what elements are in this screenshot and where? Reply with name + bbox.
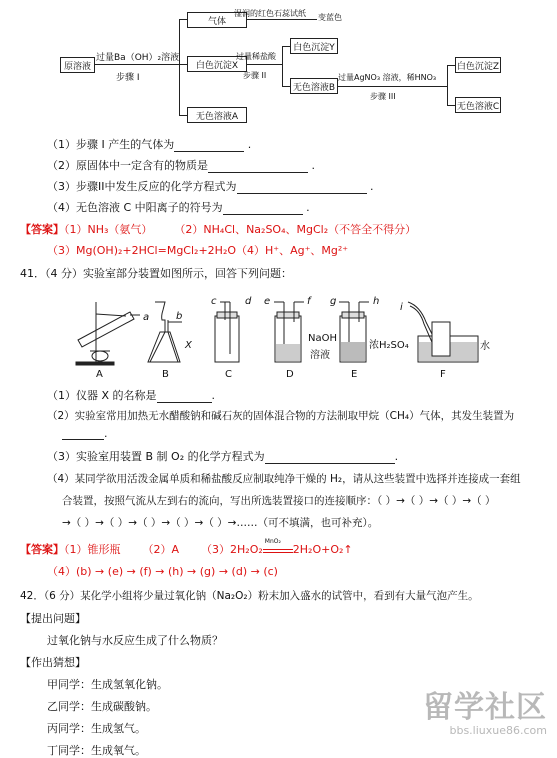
label-d: D	[286, 369, 294, 380]
port-c: c	[211, 296, 217, 307]
original-solution-box: 原溶液	[60, 57, 95, 73]
apparatus-e	[339, 302, 369, 362]
label-a: A	[96, 369, 103, 380]
label-f: F	[440, 369, 446, 380]
watermark-url: bbs.liuxue86.com	[449, 724, 547, 737]
solution-c-box: 无色溶液C	[455, 97, 501, 113]
port-f: f	[307, 296, 311, 307]
apparatus-d	[274, 302, 304, 362]
label-b: B	[162, 369, 169, 380]
q40-question-1: （1）步骤 I 产生的气体为 .	[47, 138, 252, 151]
naoh-label: NaOH	[308, 333, 337, 344]
q40-answer-line-2: （3）Mg(OH)₂+2HCl=MgCl₂+2H₂O（4）H⁺、Ag⁺、Mg²⁺	[47, 244, 349, 257]
watermark	[423, 692, 547, 737]
step2-reagent: 过量稀盐酸	[236, 52, 276, 61]
precipitate-y-box: 白色沉淀Y	[290, 38, 338, 54]
q41-title: 41．（4 分）实验室部分装置如图所示，回答下列问题：	[20, 267, 292, 280]
solution-a-box: 无色溶液A	[187, 107, 247, 123]
q41-question-4-line-2: 合装置，按照气流从左到右的流向，写出所选装置接口的连接顺序：（ ）→（ ）→（ ）→（ ）	[62, 495, 496, 507]
q40-answer-line-1: 【答案】（1）NH₃（氨气） （2）NH₄Cl、Na₂SO₄、MgCl₂（不答全不得分）	[20, 223, 417, 236]
q42-hypothesis-heading: 【作出猜想】	[20, 656, 86, 669]
port-g: g	[330, 296, 337, 307]
q41-question-1: （1）仪器 X 的名称是 .	[47, 389, 216, 402]
port-b: b	[176, 311, 183, 322]
lab-apparatus-figure	[70, 292, 490, 380]
h2so4-label: 浓H₂SO₄	[369, 340, 409, 351]
catalyst-arrow: MnO₂	[263, 544, 293, 556]
gas-test: 湿润的红色石蕊试纸	[234, 9, 306, 18]
q41-question-2: （2）实验室常用加热无水醋酸钠和碱石灰的固体混合物的方法制取甲烷（CH₄）气体，其发生装置为	[47, 410, 515, 422]
q42-guess-4: 丁同学：生成氧气。	[47, 744, 146, 757]
step1-label: 步骤 I	[116, 73, 140, 83]
port-i: i	[400, 302, 403, 313]
gas-result: 变蓝色	[318, 13, 342, 22]
q42-question: 过氧化钠与水反应生成了什么物质？	[47, 634, 223, 647]
q42-title: 42．（6 分）某化学小组将少量过氧化钠（Na₂O₂）粉末加入盛水的试管中，看到有大量气泡产生。	[20, 590, 479, 602]
label-e: E	[351, 369, 358, 380]
apparatus-a	[76, 302, 140, 365]
apparatus-c	[215, 302, 239, 362]
label-c: C	[225, 369, 232, 380]
port-a: a	[143, 312, 150, 323]
watermark-logo: 留学社区	[423, 690, 547, 725]
q41-question-4-line-3: →（ ）→（ ）→（ ）→（ ）→（ ）→……（可不填满，也可补充）。	[62, 517, 379, 529]
naoh-solution-label: 溶液	[310, 350, 330, 361]
solution-b-box: 无色溶液B	[290, 78, 338, 94]
step3-label: 步骤 III	[370, 92, 396, 101]
q42-raise-question-heading: 【提出问题】	[20, 612, 86, 625]
q40-question-2: （2）原固体中一定含有的物质是 .	[47, 159, 315, 172]
q41-question-3: （3）实验室用装置 B 制 O₂ 的化学方程式为 .	[47, 450, 399, 463]
step3-reagent: 过量AgNO₃ 溶液，稀HNO₃	[338, 73, 437, 82]
q41-question-2-blank: .	[62, 427, 108, 440]
step2-label: 步骤 II	[243, 71, 267, 80]
flask-x-label: X	[185, 340, 192, 351]
gas-box: 气体	[187, 12, 247, 28]
apparatus-f	[408, 302, 478, 362]
port-h: h	[373, 296, 380, 307]
port-e: e	[264, 296, 271, 307]
precipitate-x-box: 白色沉淀X	[187, 56, 247, 72]
q40-question-3: （3）步骤II中发生反应的化学方程式为 .	[47, 180, 374, 193]
step1-reagent: 过量Ba（OH）₂溶液	[96, 53, 180, 63]
q42-guess-1: 甲同学：生成氢氧化钠。	[47, 678, 168, 691]
precipitate-z-box: 白色沉淀Z	[455, 57, 501, 73]
q41-answer-line-2: （4）(b) → (e) → (f) → (h) → (g) → (d) → (c)	[47, 565, 278, 578]
q42-guess-3: 丙同学：生成氢气。	[47, 722, 146, 735]
q42-guess-2: 乙同学：生成碳酸钠。	[47, 700, 157, 713]
q41-question-4-line-1: （4）某同学欲用活泼金属单质和稀盐酸反应制取纯净干燥的 H₂，请从这些装置中选择并连接成一套组	[47, 473, 521, 485]
q40-question-4: （4）无色溶液 C 中阳离子的符号为 .	[47, 201, 310, 214]
q41-answer-line-1: 【答案】（1）锥形瓶 （2）A （3）2H₂O₂ MnO₂ 2H₂O+O₂↑	[20, 538, 353, 556]
water-label: 水	[480, 341, 490, 352]
port-d: d	[245, 296, 252, 307]
